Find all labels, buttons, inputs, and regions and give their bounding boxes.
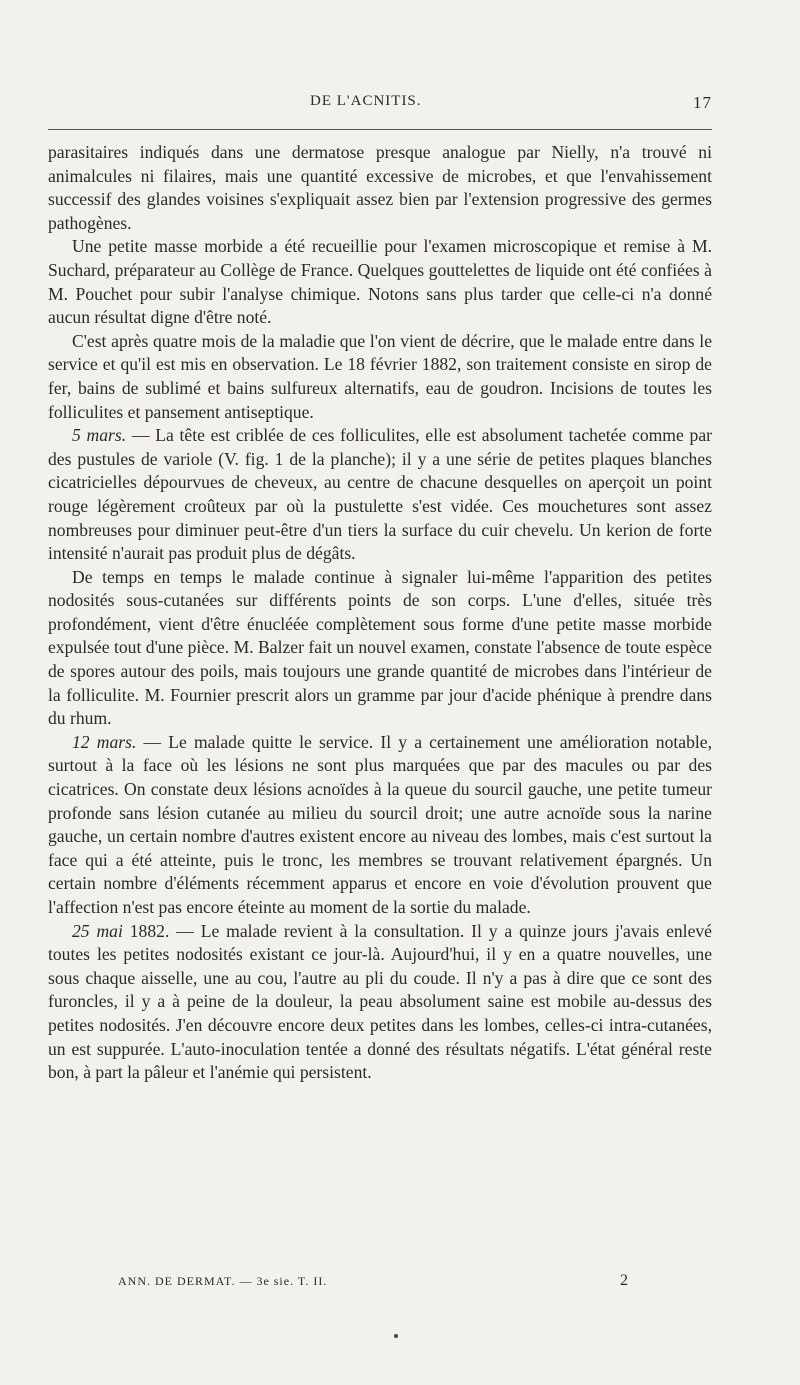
paragraph: De temps en temps le malade continue à signaler lui-même l'apparition des petites nodosités sous-cutanées sur différents points de son corps. L'une d'elles, située très profondément, vient d'être énucléée complètement sous forme d'une petite masse morbide expulsée tout d'une pièce. M. Balzer fait un nouvel examen, constate l'absence de toute espèce de spores autour des poils, mais toujours une grande quantité de microbes dans l'intérieur de la folliculite. M. Fournier prescrit alors un gramme par jour d'acide phénique à prendre dans du rhum.	[48, 566, 712, 729]
running-header	[48, 93, 712, 117]
entry-date: 25 mai	[72, 920, 123, 941]
paragraph: C'est après quatre mois de la maladie que l'on vient de décrire, que le malade entre dans le service et qu'il est mis en observation. Le 18 février 1882, son traitement consiste en sirop de fer, bains de sublimé et bains sulfureux alternatifs, eau de goudron. Incisions de toutes les folliculites et pansement antiseptique.	[48, 330, 712, 422]
body-text	[48, 141, 712, 1085]
entry-date: 12 mars.	[72, 731, 137, 752]
paragraph: 25 mai 1882. — Le malade revient à la consultation. Il y a quinze jours j'avais enlevé toutes les petites nodosités existant ce jour-là. Aujourd'hui, il y en a quatre nouvelles, une sous chaque aisselle, une au cou, l'autre au pli du coude. Il n'y a pas à dire que ce sont des furoncles, il y a à peine de la douleur, la peau absolument saine est mobile au-dessus des petites nodosités. J'en découvre encore deux petites dans les lombes, celles-ci intra-cutanées, un est suppurée. L'auto-inoculation tentée a donné des résultats négatifs. L'état général reste bon, à part la pâleur et l'anémie qui persistent.	[48, 920, 712, 1083]
paragraph: parasitaires indiqués dans une dermatose presque analogue par Nielly, n'a trouvé ni animalcules ni filaires, mais une quantité excessive de microbes, et que l'envahissement successif des glandes voisines s'expliquait assez bien par l'extension progressive des germes pathogènes.	[48, 142, 712, 233]
ink-dot	[394, 1334, 398, 1338]
running-title: DE L'ACNITIS.	[310, 93, 422, 109]
paragraph: Une petite masse morbide a été recueillie pour l'examen microscopique et remise à M. Suchard, préparateur au Collège de France. Quelques gouttelettes de liquide ont été confiées à M. Pouchet pour subir l'analyse chimique. Notons sans plus tarder que celle-ci n'a donné aucun résultat digne d'être noté.	[48, 236, 712, 328]
paragraph: 5 mars. — La tête est criblée de ces folliculites, elle est absolument tachetée comme par des pustules de variole (V. fig. 1 de la planche); il y a une série de petites plaques blanches cicatricielles dépourvues de cheveux, au centre de chacune desquelles on aperçoit un point rouge légèrement croûteux par où la pustulette s'est vidée. Ces mouchetures sont assez nombreuses pour diminuer peut-être d'un tiers la surface du cuir chevelu. Un kerion de forte intensité n'aurait pas produit plus de dégâts.	[48, 425, 712, 564]
entry-date: 5 mars.	[72, 425, 127, 446]
page-number: 17	[693, 93, 712, 112]
footer	[48, 1272, 712, 1294]
journal-reference: ANN. DE DERMAT. — 3e sie. T. II.	[118, 1274, 328, 1288]
paragraph: 12 mars. — Le malade quitte le service. Il y a certainement une amélioration notable, surtout à la face où les lésions ne sont plus marquées que par des macules ou par des cicatrices. On constate deux lésions acnoïdes à la queue du sourcil gauche, une petite tumeur profonde sans lésion cutanée au milieu du sourcil droit; une autre acnoïde sous la narine gauche, un certain nombre d'autres existent encore au niveau des lombes, mais c'est surtout la face qui a été atteinte, puis le tronc, les membres se trouvant relativement épargnés. Un certain nombre d'éléments récemment apparus et encore en voie d'évolution prouvent que l'affection n'est pas encore éteinte au moment de la sortie du malade.	[48, 731, 712, 917]
header-rule	[48, 129, 712, 130]
signature-mark: 2	[620, 1272, 629, 1289]
